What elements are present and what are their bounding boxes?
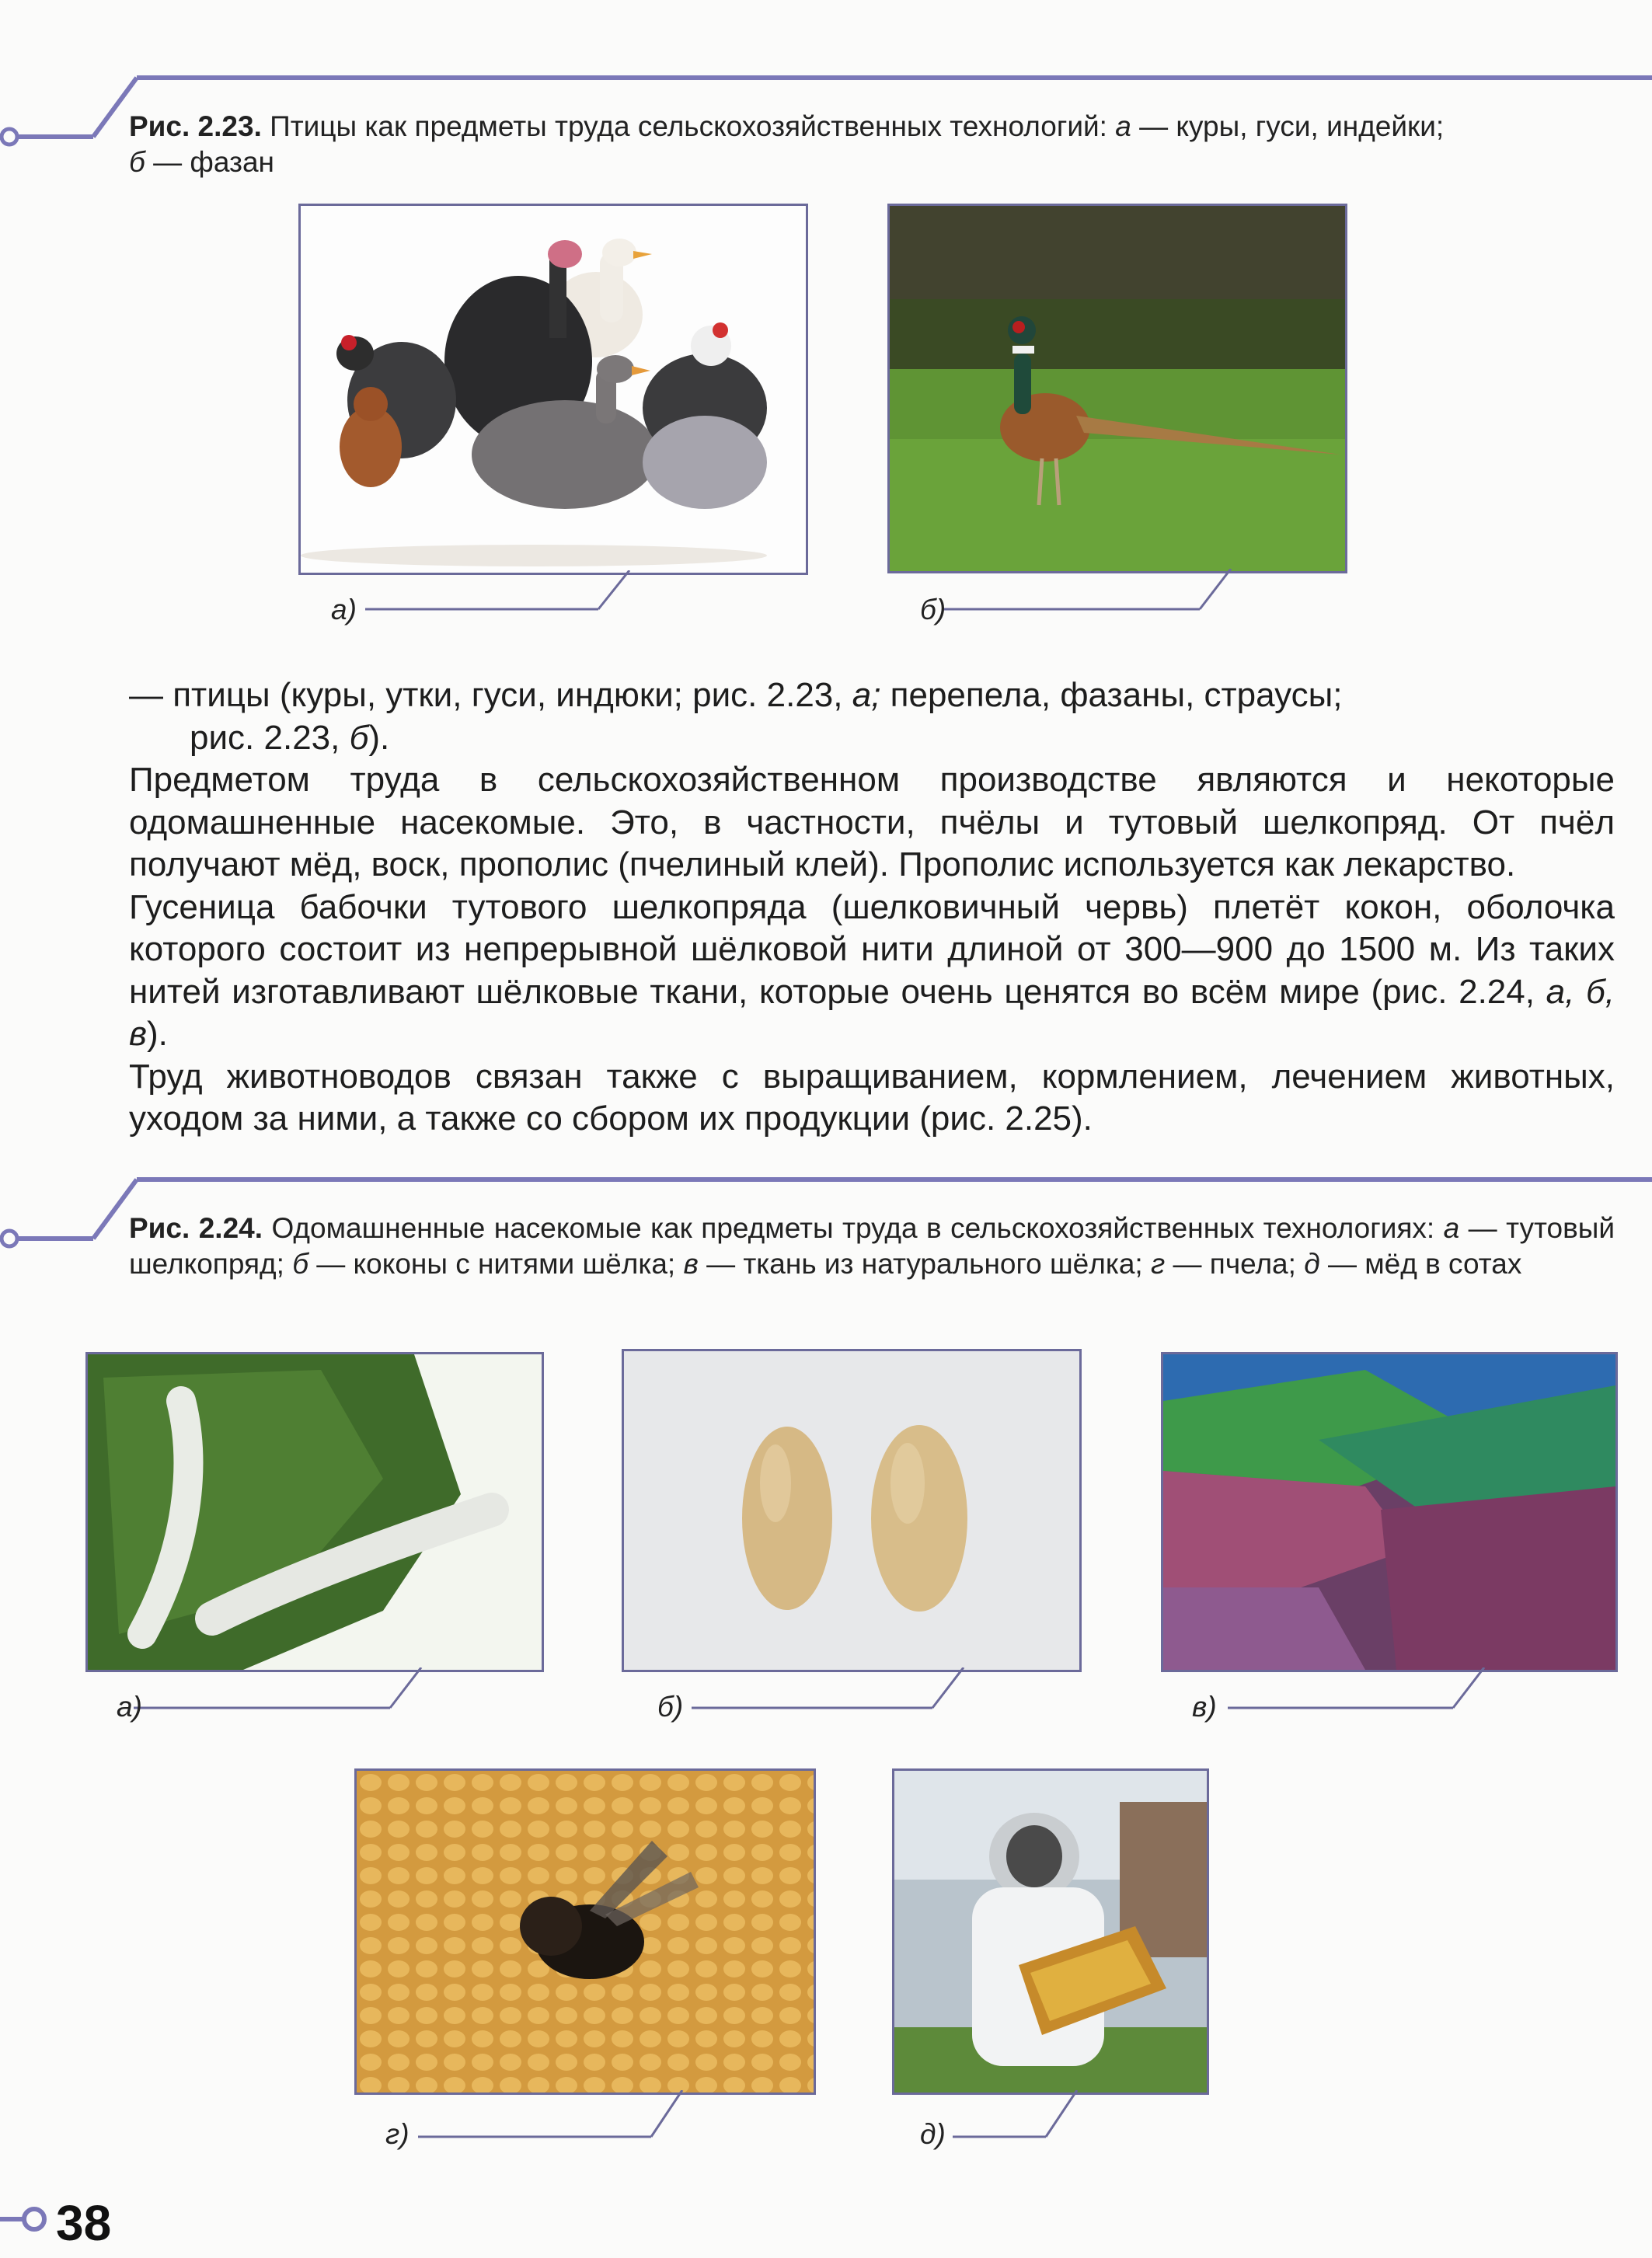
photo-beekeeper [892,1768,1209,2095]
paragraph-2: Гусеница бабочки тутового шелкопряда (шелковичный червь) плетёт кокон, оболочка которого состоит из непрерывной шёлковой нити длиной от 300—900 до 1500 м. Из таких нитей изготавливают шёлковые ткани, которые очень ценятся во всём мире (рис. 2.24, а, б, в). [129,887,1615,1053]
sublabel-224d: д) [920,2118,946,2150]
sublabel-223a: а) [331,594,357,625]
silkworm-illustration [88,1354,542,1670]
page-number: 38 [56,2195,112,2251]
photo-poultry [298,204,808,575]
photo-bee [354,1768,816,2095]
body-text [129,674,1615,1141]
photo-silk-fabric [1161,1352,1618,1672]
sublabel-224g: г) [385,2118,410,2150]
photo-pheasant [887,204,1347,573]
bee-illustration [357,1771,814,2092]
photo-silkworms [85,1352,544,1672]
silk-illustration [1163,1354,1615,1670]
sublabel-224v: в) [1192,1691,1217,1723]
beekeeper-illustration [894,1771,1207,2092]
leader-line-224b [692,1667,971,1716]
figure-caption-223: Рис. 2.23. Птицы как предметы труда сельскохозяйственных технологий: а — куры, гуси, индейки; б — фазан [129,110,1445,178]
sublabel-224b: б) [657,1691,684,1723]
sublabel-223b: б) [920,594,946,625]
birds-list-item: — птицы (куры, утки, гуси, индюки; рис. 2.23, а; перепела, фазаны, страусы; рис. 2.23, б). [129,676,1343,757]
leader-line-224v [1228,1667,1492,1716]
leader-line-223b [943,569,1239,617]
sublabel-224a: а) [117,1691,142,1723]
cocoon-illustration [624,1351,1079,1670]
leader-line-224a [134,1667,429,1716]
leader-line-224d [953,2090,1093,2145]
paragraph-3: Труд животноводов связан также с выращиванием, кормлением, лечением животных, уходом за ними, а также со сбором их продукции (рис. 2.25). [129,1057,1615,1138]
page-number-marker [0,2204,54,2235]
paragraph-1: Предметом труда в сельскохозяйственном производстве являются и некоторые одомашненные насекомые. Это, в частности, пчёлы и тутовый шелкопряд. От пчёл получают мёд, воск, прополис (пчелиный клей). Прополис используется как лекарство. [129,761,1615,883]
photo-cocoons [622,1349,1082,1672]
caption-label: Рис. 2.23. [129,110,262,142]
pheasant-illustration [890,206,1345,571]
caption-label: Рис. 2.24. [129,1212,263,1244]
leader-line-224g [418,2090,698,2145]
poultry-illustration [301,206,806,573]
leader-line-223a [365,570,645,617]
figure-caption-224: Рис. 2.24. Одомашненные насекомые как предметы труда в сельскохозяйственных технологиях: а — тутовый шелкопряд; б — коконы с нитями шёлка; в — ткань из натурального шёлка; г — пчела; д — мёд в сотах [129,1212,1615,1280]
